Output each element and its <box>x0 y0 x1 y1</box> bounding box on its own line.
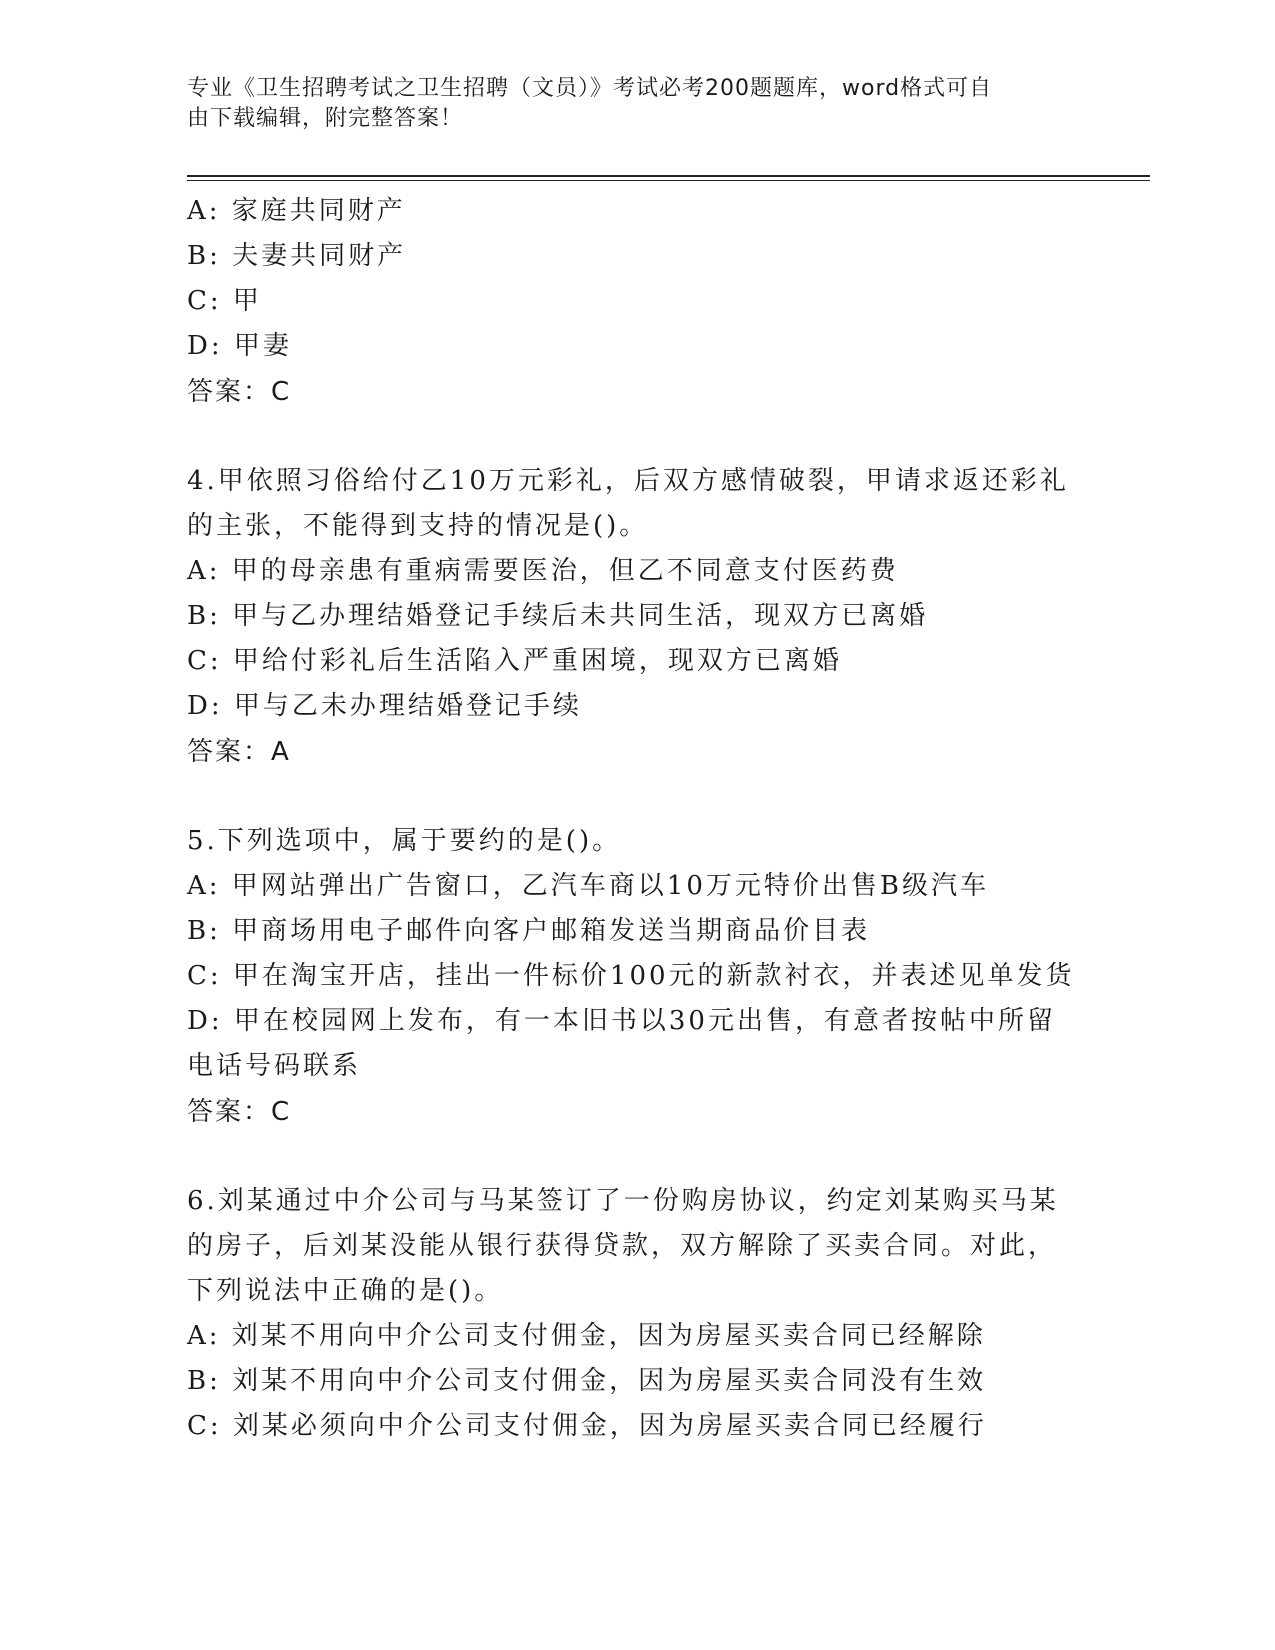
question-5 <box>187 819 1087 1135</box>
header-line-2: 由下载编辑，附完整答案！ <box>187 106 464 131</box>
option-a: A: 甲网站弹出广告窗口，乙汽车商以10万元特价出售B级汽车 <box>187 871 989 901</box>
header-divider-thin <box>187 180 1150 181</box>
spacer <box>187 415 1087 459</box>
option-c: C: 甲给付彩礼后生活陷入严重困境，现双方已离婚 <box>187 646 842 676</box>
question-stem: 4.甲依照习俗给付乙10万元彩礼，后双方感情破裂，甲请求返还彩礼 <box>187 466 1069 496</box>
option-c: C: 甲在淘宝开店，挂出一件标价100元的新款衬衣，并表述见单发货 <box>187 961 1075 991</box>
spacer <box>187 775 1087 819</box>
header-line-1: 专业《卫生招聘考试之卫生招聘（文员）》考试必考200题题库，word格式可自 <box>187 76 993 101</box>
option-d: D: 甲与乙未办理结婚登记手续 <box>187 691 582 721</box>
question-3 <box>187 189 1087 415</box>
question-4 <box>187 459 1087 775</box>
option-a: A: 刘某不用向中介公司支付佣金，因为房屋买卖合同已经解除 <box>187 1321 986 1351</box>
option-d: D: 甲妻 <box>187 331 292 361</box>
option-a: A: 家庭共同财产 <box>187 196 406 226</box>
option-c: C: 刘某必须向中介公司支付佣金，因为房屋买卖合同已经履行 <box>187 1411 987 1441</box>
option-b: B: 夫妻共同财产 <box>187 241 407 271</box>
spacer <box>187 1135 1087 1179</box>
document-header <box>187 74 1067 134</box>
question-stem: 的房子，后刘某没能从银行获得贷款，双方解除了买卖合同。对此， <box>187 1231 1058 1261</box>
option-b: B: 甲与乙办理结婚登记手续后未共同生活，现双方已离婚 <box>187 601 929 631</box>
question-6 <box>187 1179 1087 1449</box>
option-d-continued: 电话号码联系 <box>187 1051 362 1081</box>
option-a: A: 甲的母亲患有重病需要医治，但乙不同意支付医药费 <box>187 556 899 586</box>
question-stem: 下列说法中正确的是()。 <box>187 1276 504 1306</box>
question-content <box>187 189 1087 1449</box>
question-stem: 的主张，不能得到支持的情况是()。 <box>187 511 649 541</box>
option-d: D: 甲在校园网上发布，有一本旧书以30元出售，有意者按帖中所留 <box>187 1006 1056 1036</box>
answer: 答案：A <box>187 737 291 767</box>
question-stem: 5.下列选项中，属于要约的是()。 <box>187 826 622 856</box>
option-b: B: 甲商场用电子邮件向客户邮箱发送当期商品价目表 <box>187 916 871 946</box>
answer: 答案：C <box>187 1097 292 1127</box>
question-stem: 6.刘某通过中介公司与马某签订了一份购房协议，约定刘某购买马某 <box>187 1186 1059 1216</box>
option-c: C: 甲 <box>187 286 262 316</box>
option-b: B: 刘某不用向中介公司支付佣金，因为房屋买卖合同没有生效 <box>187 1366 987 1396</box>
answer: 答案：C <box>187 377 292 407</box>
header-divider-thick <box>187 175 1150 177</box>
